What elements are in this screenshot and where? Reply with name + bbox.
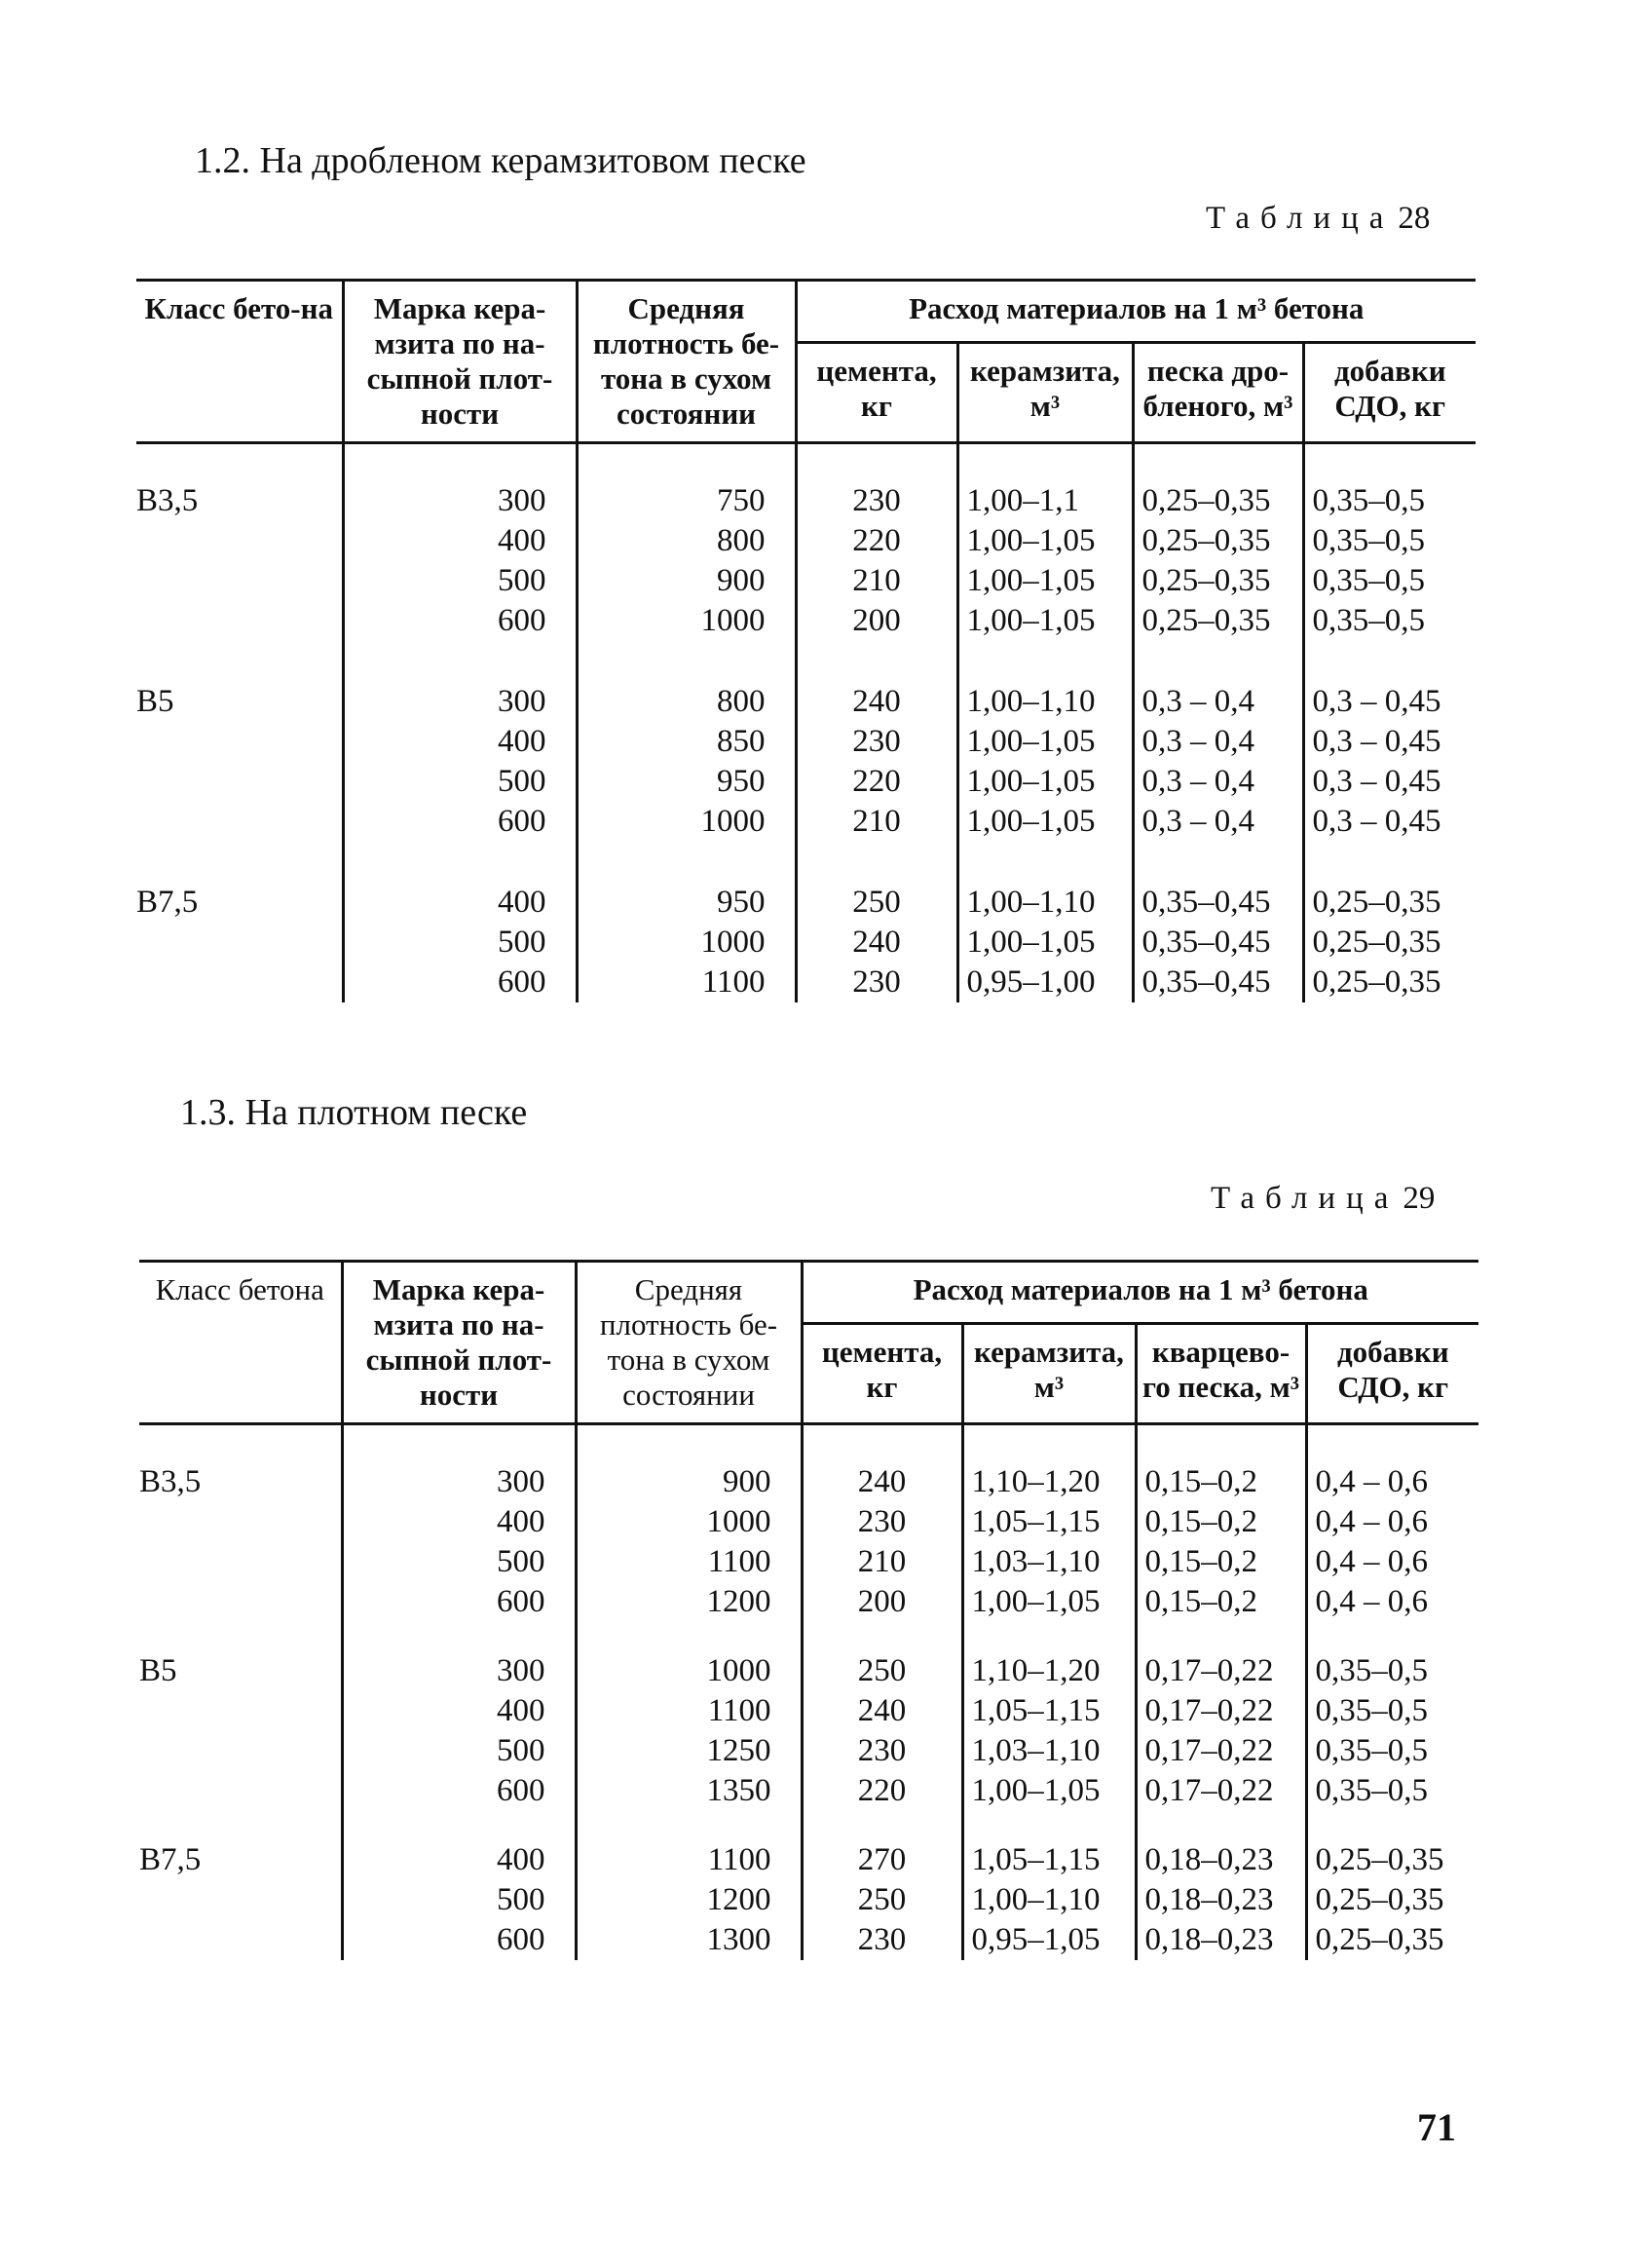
data-cell: 0,25–0,35 [1133, 481, 1303, 521]
data-cell: 210 [796, 802, 957, 842]
table-row [139, 1920, 1478, 1960]
data-cell: 0,17–0,22 [1136, 1731, 1306, 1771]
class-cell: B5 [139, 1653, 177, 1688]
data-cell: 200 [796, 601, 957, 641]
data-cell: 0,17–0,22 [1136, 1771, 1306, 1811]
spacer-cell [577, 842, 796, 883]
table-row [136, 923, 1476, 963]
data-cell: 400 [343, 883, 577, 923]
spacer-cell [802, 1424, 962, 1463]
spacer-cell [1136, 1424, 1306, 1463]
col-header-density: Средняя плотность бе-тона в сухом состоянии [576, 1262, 802, 1424]
data-cell: 1,05–1,15 [962, 1840, 1136, 1880]
class-cell [136, 802, 343, 842]
spacer-cell [1303, 443, 1476, 482]
data-cell: 220 [796, 521, 957, 561]
data-cell: 1,10–1,20 [962, 1462, 1136, 1502]
table-row [139, 1651, 1478, 1691]
data-cell: 1300 [576, 1920, 802, 1960]
table-row [139, 1771, 1478, 1811]
data-cell: 1,00–1,10 [962, 1880, 1136, 1920]
data-cell: 0,18–0,23 [1136, 1840, 1306, 1880]
data-cell: 1250 [576, 1731, 802, 1771]
spacer-cell [136, 641, 343, 682]
spacer-cell [1133, 641, 1303, 682]
data-cell: 0,35–0,45 [1133, 963, 1303, 1002]
spacer-cell [802, 1811, 962, 1840]
table-row [136, 762, 1476, 802]
data-cell: 1,00–1,05 [957, 561, 1133, 601]
table-row [136, 481, 1476, 521]
class-cell [136, 521, 343, 561]
class-cell [139, 1920, 342, 1960]
col-header-cement: цемента, кг [802, 1323, 962, 1423]
spacer-cell [802, 1622, 962, 1651]
spacer-cell [342, 1424, 576, 1463]
table-label-word: Таблица [1206, 201, 1395, 236]
table-29-label [1211, 1181, 1435, 1217]
col-header-consumption: Расход материалов на 1 м³ бетона [796, 281, 1476, 343]
data-cell: 0,25–0,35 [1303, 923, 1476, 963]
data-cell: 0,15–0,2 [1136, 1502, 1306, 1542]
table-row [136, 883, 1476, 923]
data-cell: 240 [796, 923, 957, 963]
spacer-cell [1303, 641, 1476, 682]
data-cell: 900 [577, 561, 796, 601]
data-cell: 1,00–1,10 [957, 682, 1133, 722]
spacer-cell [962, 1622, 1136, 1651]
spacer-cell [1303, 842, 1476, 883]
data-cell: 950 [577, 883, 796, 923]
data-cell: 0,35–0,5 [1306, 1691, 1478, 1731]
data-cell: 0,25–0,35 [1303, 883, 1476, 923]
data-cell: 400 [342, 1691, 576, 1731]
data-cell: 600 [342, 1582, 576, 1622]
data-cell: 230 [802, 1731, 962, 1771]
data-cell: 1000 [577, 802, 796, 842]
col-header-class: Класс бетона [139, 1262, 342, 1424]
data-cell: 1,00–1,10 [957, 883, 1133, 923]
spacer-cell [796, 443, 957, 482]
data-cell: 1,00–1,1 [957, 481, 1133, 521]
table-row [136, 521, 1476, 561]
data-cell: 1000 [577, 923, 796, 963]
data-cell: 800 [577, 521, 796, 561]
spacer-cell [343, 443, 577, 482]
data-cell: 1000 [577, 601, 796, 641]
data-cell: 800 [577, 682, 796, 722]
data-cell: 1,03–1,10 [962, 1731, 1136, 1771]
class-cell [136, 963, 343, 1002]
spacer-cell [962, 1424, 1136, 1463]
data-cell: 0,35–0,45 [1133, 883, 1303, 923]
table-row [139, 1731, 1478, 1771]
class-cell [139, 1880, 342, 1920]
data-cell: 0,4 – 0,6 [1306, 1542, 1478, 1582]
data-cell: 300 [342, 1462, 576, 1502]
class-cell: B3,5 [139, 1464, 202, 1499]
data-cell: 1350 [576, 1771, 802, 1811]
data-cell: 1,00–1,05 [957, 722, 1133, 762]
table-row [136, 601, 1476, 641]
spacer-cell [139, 1811, 342, 1840]
data-cell: 1,00–1,05 [962, 1582, 1136, 1622]
data-cell: 0,3 – 0,45 [1303, 682, 1476, 722]
page-number: 71 [1417, 2105, 1456, 2149]
data-cell: 0,35–0,5 [1303, 601, 1476, 641]
data-cell: 0,15–0,2 [1136, 1542, 1306, 1582]
table-row [136, 561, 1476, 601]
data-cell: 230 [802, 1502, 962, 1542]
spacer-cell [342, 1622, 576, 1651]
table-row [136, 682, 1476, 722]
class-cell [136, 561, 343, 601]
data-cell: 1000 [576, 1502, 802, 1542]
spacer-cell [796, 842, 957, 883]
class-cell [139, 1582, 342, 1622]
table-row [139, 1462, 1478, 1502]
data-cell: 210 [802, 1542, 962, 1582]
table-29 [139, 1260, 1478, 1960]
data-cell: 600 [342, 1920, 576, 1960]
data-cell: 300 [343, 682, 577, 722]
section-heading-1-2: 1.2. На дробленом керамзитовом песке [195, 140, 806, 181]
section-heading-1-3: 1.3. На плотном песке [180, 1092, 528, 1133]
data-cell: 1,00–1,05 [957, 923, 1133, 963]
data-cell: 1100 [576, 1840, 802, 1880]
spacer-cell [577, 641, 796, 682]
spacer-cell [139, 1424, 342, 1463]
class-cell [139, 1731, 342, 1771]
data-cell: 0,17–0,22 [1136, 1651, 1306, 1691]
data-cell: 1,00–1,05 [957, 762, 1133, 802]
data-cell: 0,35–0,45 [1133, 923, 1303, 963]
data-cell: 750 [577, 481, 796, 521]
data-cell: 600 [343, 802, 577, 842]
col-header-mark: Марка кера-мзита по на-сыпной плот-ности [342, 1262, 576, 1424]
data-cell: 0,18–0,23 [1136, 1920, 1306, 1960]
data-cell: 1200 [576, 1880, 802, 1920]
data-cell: 230 [802, 1920, 962, 1960]
spacer-cell [1306, 1424, 1478, 1463]
class-cell [139, 1691, 342, 1731]
spacer-cell [1136, 1622, 1306, 1651]
data-cell: 850 [577, 722, 796, 762]
col-header-additive: добавки СДО, кг [1306, 1323, 1478, 1423]
spacer-cell [576, 1424, 802, 1463]
data-cell: 0,35–0,5 [1306, 1651, 1478, 1691]
data-cell: 0,3 – 0,45 [1303, 722, 1476, 762]
table-row [139, 1880, 1478, 1920]
data-cell: 500 [342, 1880, 576, 1920]
data-cell: 500 [342, 1542, 576, 1582]
data-cell: 0,3 – 0,4 [1133, 762, 1303, 802]
data-cell: 0,3 – 0,4 [1133, 682, 1303, 722]
table-row [139, 1840, 1478, 1880]
data-cell: 0,3 – 0,4 [1133, 722, 1303, 762]
data-cell: 400 [343, 521, 577, 561]
spacer-cell [1306, 1622, 1478, 1651]
data-cell: 1,00–1,05 [957, 521, 1133, 561]
data-cell: 230 [796, 722, 957, 762]
data-cell: 230 [796, 963, 957, 1002]
data-cell: 950 [577, 762, 796, 802]
table-row [139, 1691, 1478, 1731]
data-cell: 1,05–1,15 [962, 1691, 1136, 1731]
class-cell [139, 1771, 342, 1811]
class-cell: B5 [136, 684, 174, 719]
table-number: 28 [1398, 201, 1431, 236]
data-cell: 0,4 – 0,6 [1306, 1582, 1478, 1622]
data-cell: 220 [802, 1771, 962, 1811]
data-cell: 400 [342, 1840, 576, 1880]
data-cell: 300 [343, 481, 577, 521]
data-cell: 600 [343, 601, 577, 641]
spacer-cell [1306, 1811, 1478, 1840]
data-cell: 0,35–0,5 [1306, 1771, 1478, 1811]
table-row [136, 722, 1476, 762]
table-label-word: Таблица [1211, 1181, 1400, 1216]
data-cell: 0,4 – 0,6 [1306, 1462, 1478, 1502]
class-cell: B7,5 [136, 885, 199, 920]
spacer-cell [342, 1811, 576, 1840]
data-cell: 900 [576, 1462, 802, 1502]
data-cell: 1,03–1,10 [962, 1542, 1136, 1582]
spacer-cell [136, 443, 343, 482]
data-cell: 400 [342, 1502, 576, 1542]
data-cell: 210 [796, 561, 957, 601]
data-cell: 500 [343, 923, 577, 963]
col-header-keramzit: керамзита, м³ [957, 342, 1133, 442]
col-header-mark: Марка кера-мзита по на-сыпной плот-ности [343, 281, 577, 443]
spacer-cell [343, 842, 577, 883]
data-cell: 0,25–0,35 [1133, 601, 1303, 641]
col-header-cement: цемента, кг [796, 342, 957, 442]
col-header-additive: добавки СДО, кг [1303, 342, 1476, 442]
data-cell: 300 [342, 1651, 576, 1691]
spacer-cell [957, 842, 1133, 883]
table-row [139, 1582, 1478, 1622]
data-cell: 230 [796, 481, 957, 521]
class-cell: B7,5 [139, 1842, 202, 1877]
data-cell: 220 [796, 762, 957, 802]
data-cell: 500 [343, 762, 577, 802]
data-cell: 270 [802, 1840, 962, 1880]
data-cell: 200 [802, 1582, 962, 1622]
class-cell [139, 1542, 342, 1582]
col-header-sand: песка дро-бленого, м³ [1133, 342, 1303, 442]
spacer-cell [139, 1622, 342, 1651]
data-cell: 250 [802, 1880, 962, 1920]
data-cell: 0,35–0,5 [1303, 521, 1476, 561]
data-cell: 0,18–0,23 [1136, 1880, 1306, 1920]
data-cell: 0,35–0,5 [1306, 1731, 1478, 1771]
col-header-consumption: Расход материалов на 1 м³ бетона [802, 1262, 1478, 1324]
data-cell: 1,00–1,05 [957, 802, 1133, 842]
col-header-keramzit: керамзита, м³ [962, 1323, 1136, 1423]
data-cell: 0,15–0,2 [1136, 1582, 1306, 1622]
data-cell: 250 [802, 1651, 962, 1691]
data-cell: 0,95–1,05 [962, 1920, 1136, 1960]
col-header-density: Средняя плотность бе-тона в сухом состоянии [577, 281, 796, 443]
spacer-cell [962, 1811, 1136, 1840]
spacer-cell [957, 443, 1133, 482]
data-cell: 1,00–1,05 [957, 601, 1133, 641]
data-cell: 0,25–0,35 [1303, 963, 1476, 1002]
spacer-cell [1136, 1811, 1306, 1840]
data-cell: 0,15–0,2 [1136, 1462, 1306, 1502]
data-cell: 0,3 – 0,45 [1303, 762, 1476, 802]
data-cell: 0,3 – 0,45 [1303, 802, 1476, 842]
data-cell: 1100 [577, 963, 796, 1002]
data-cell: 0,25–0,35 [1306, 1920, 1478, 1960]
class-cell [136, 762, 343, 802]
class-cell [136, 601, 343, 641]
class-cell [136, 722, 343, 762]
table-row [136, 802, 1476, 842]
spacer-cell [577, 443, 796, 482]
spacer-cell [1133, 443, 1303, 482]
table-28-label [1206, 201, 1430, 237]
data-cell: 1,05–1,15 [962, 1502, 1136, 1542]
data-cell: 0,3 – 0,4 [1133, 802, 1303, 842]
data-cell: 240 [796, 682, 957, 722]
data-cell: 500 [343, 561, 577, 601]
data-cell: 1100 [576, 1542, 802, 1582]
table-28 [136, 279, 1476, 1002]
data-cell: 0,17–0,22 [1136, 1691, 1306, 1731]
data-cell: 1100 [576, 1691, 802, 1731]
data-cell: 600 [343, 963, 577, 1002]
col-header-class: Класс бето-на [136, 281, 343, 443]
data-cell: 0,25–0,35 [1306, 1840, 1478, 1880]
data-cell: 0,25–0,35 [1133, 561, 1303, 601]
data-cell: 0,4 – 0,6 [1306, 1502, 1478, 1542]
table-row [136, 963, 1476, 1002]
data-cell: 0,95–1,00 [957, 963, 1133, 1002]
data-cell: 1000 [576, 1651, 802, 1691]
spacer-cell [957, 641, 1133, 682]
class-cell [139, 1502, 342, 1542]
data-cell: 0,25–0,35 [1133, 521, 1303, 561]
data-cell: 1,10–1,20 [962, 1651, 1136, 1691]
data-cell: 0,35–0,5 [1303, 561, 1476, 601]
data-cell: 500 [342, 1731, 576, 1771]
spacer-cell [576, 1622, 802, 1651]
class-cell [136, 923, 343, 963]
table-row [139, 1502, 1478, 1542]
spacer-cell [343, 641, 577, 682]
spacer-cell [796, 641, 957, 682]
data-cell: 1,00–1,05 [962, 1771, 1136, 1811]
spacer-cell [1133, 842, 1303, 883]
spacer-cell [136, 842, 343, 883]
table-row [139, 1542, 1478, 1582]
class-cell: B3,5 [136, 483, 199, 518]
data-cell: 400 [343, 722, 577, 762]
data-cell: 1200 [576, 1582, 802, 1622]
table-number: 29 [1403, 1181, 1436, 1216]
data-cell: 240 [802, 1691, 962, 1731]
data-cell: 0,25–0,35 [1306, 1880, 1478, 1920]
data-cell: 600 [342, 1771, 576, 1811]
spacer-cell [576, 1811, 802, 1840]
data-cell: 250 [796, 883, 957, 923]
col-header-sand: кварцево-го песка, м³ [1136, 1323, 1306, 1423]
data-cell: 0,35–0,5 [1303, 481, 1476, 521]
data-cell: 240 [802, 1462, 962, 1502]
